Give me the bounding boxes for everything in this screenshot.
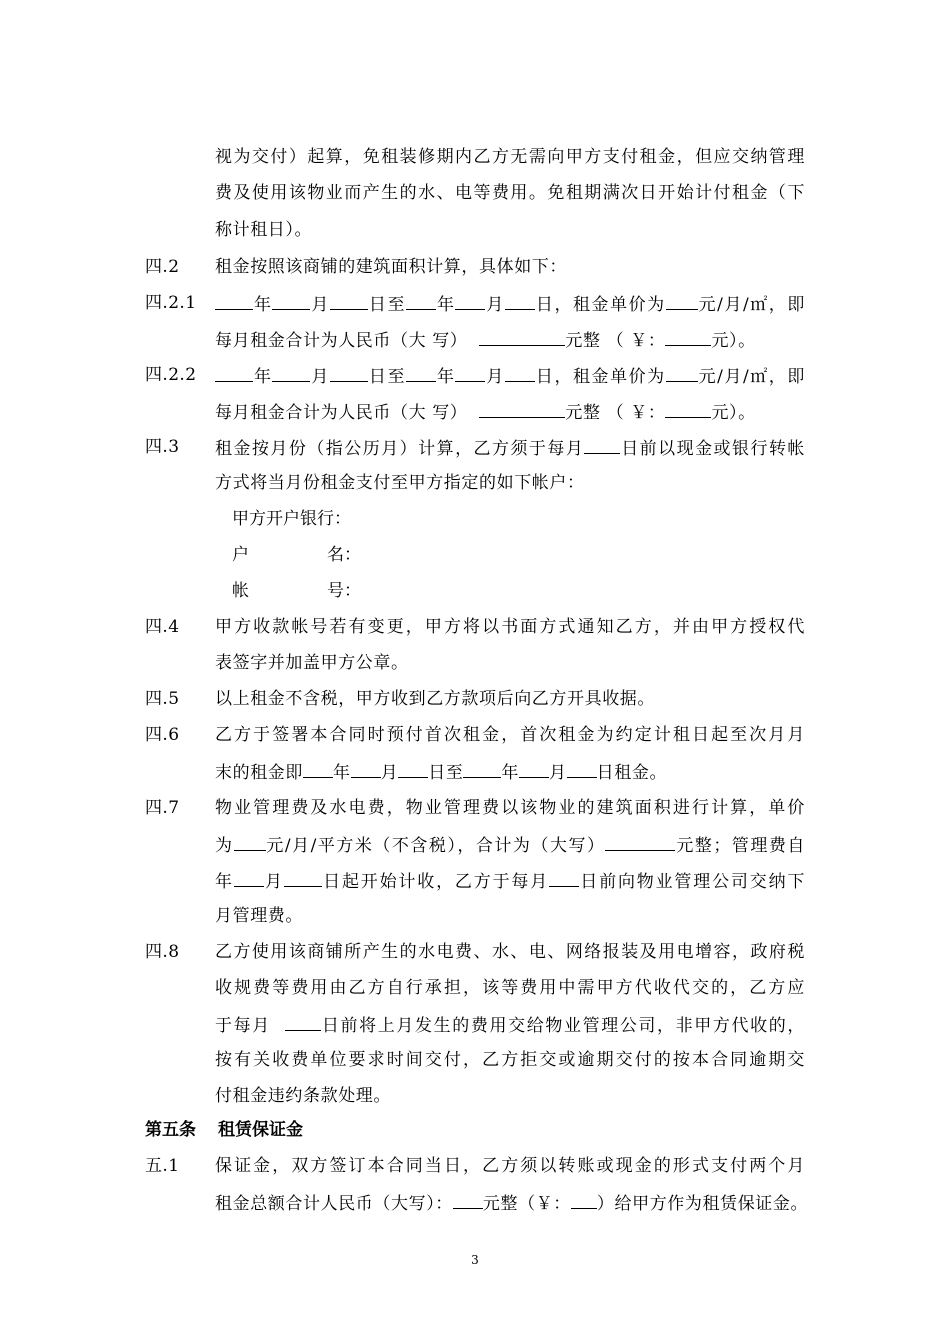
clause-number: 四.6 bbox=[145, 725, 180, 745]
blank-field[interactable] bbox=[571, 1191, 597, 1209]
blank-field[interactable] bbox=[406, 292, 436, 310]
blank-field[interactable] bbox=[215, 364, 253, 382]
clause-4-4-line-2: 表签字并加盖甲方公章。 bbox=[215, 653, 409, 673]
blank-field[interactable] bbox=[479, 328, 565, 346]
clause-4-8-line-5: 付租金违约条款处理。 bbox=[215, 1086, 391, 1106]
intro-line-1: 视为交付）起算，免租装修期内乙方无需向甲方支付租金，但应交纳管理 bbox=[215, 147, 805, 167]
intro-line-3: 称计租日）。 bbox=[215, 220, 313, 240]
clause-4-4-line-1: 甲方收款帐号若有变更，甲方将以书面方式通知乙方，并由甲方授权代 bbox=[215, 617, 805, 637]
blank-field[interactable] bbox=[567, 760, 597, 778]
blank-field[interactable] bbox=[272, 292, 310, 310]
account-name-label: 户 名： bbox=[232, 545, 361, 565]
clause-4-3-line-2: 方式将当月份租金支付至甲方指定的如下帐户： bbox=[215, 473, 585, 493]
blank-field[interactable] bbox=[351, 760, 381, 778]
blank-field[interactable] bbox=[549, 869, 579, 887]
clause-number: 四.2.1 bbox=[145, 293, 197, 313]
clause-4-8-line-3: 于每月 日前将上月发生的费用交给物业管理公司，非甲方代收的， bbox=[215, 1013, 805, 1037]
blank-field[interactable] bbox=[584, 436, 620, 454]
blank-field[interactable] bbox=[455, 364, 485, 382]
clause-4-8-line-2: 收规费等费用由乙方自行承担，该等费用中需甲方代收代交的，乙方应 bbox=[215, 978, 805, 998]
clause-4-3-line-1: 租金按月份（指公历月）计算，乙方须于每月 日前以现金或银行转帐 bbox=[215, 436, 805, 460]
blank-field[interactable] bbox=[453, 1191, 483, 1209]
blank-field[interactable] bbox=[605, 833, 675, 851]
bank-label: 甲方开户银行： bbox=[232, 509, 351, 529]
article-5-heading: 第五条 租赁保证金 bbox=[145, 1120, 303, 1140]
clause-4-5-line-1: 以上租金不含税，甲方收到乙方款项后向乙方开具收据。 bbox=[215, 689, 655, 709]
clause-5-1-line-1: 保证金，双方签订本合同当日，乙方须以转账或现金的形式支付两个月 bbox=[215, 1156, 805, 1176]
blank-field[interactable] bbox=[330, 292, 368, 310]
clause-number: 四.3 bbox=[145, 437, 180, 457]
blank-field[interactable] bbox=[665, 400, 711, 418]
clause-number: 五.1 bbox=[145, 1156, 180, 1176]
blank-field[interactable] bbox=[665, 328, 711, 346]
blank-field[interactable] bbox=[455, 292, 485, 310]
clause-number: 四.4 bbox=[145, 617, 180, 637]
blank-field[interactable] bbox=[406, 364, 436, 382]
intro-line-2: 费及使用该物业而产生的水、电等费用。免租期满次日开始计付租金（下 bbox=[215, 183, 805, 203]
clause-4-2-2-line-1: 年 月 日至 年 月 日，租金单价为 元/月/㎡，即 bbox=[215, 364, 805, 388]
clause-number: 四.5 bbox=[145, 689, 180, 709]
blank-field[interactable] bbox=[505, 364, 535, 382]
clause-4-8-line-4: 按有关收费单位要求时间交付，乙方拒交或逾期交付的按本合同逾期交 bbox=[215, 1050, 805, 1070]
blank-field[interactable] bbox=[666, 292, 698, 310]
blank-field[interactable] bbox=[666, 364, 698, 382]
clause-4-2-2-line-2: 每月租金合计为人民币（大 写） 元整 （ ￥： 元）。 bbox=[215, 400, 805, 424]
blank-field[interactable] bbox=[234, 833, 266, 851]
blank-field[interactable] bbox=[463, 760, 501, 778]
clause-number: 四.7 bbox=[145, 798, 180, 818]
blank-field[interactable] bbox=[303, 760, 333, 778]
blank-field[interactable] bbox=[272, 364, 310, 382]
clause-number: 四.2.2 bbox=[145, 365, 197, 385]
blank-field[interactable] bbox=[479, 400, 565, 418]
clause-4-7-line-4: 月管理费。 bbox=[215, 906, 303, 926]
blank-field[interactable] bbox=[234, 869, 264, 887]
clause-number: 四.2 bbox=[145, 257, 180, 277]
clause-4-2-1-line-2: 每月租金合计为人民币（大 写） 元整 （ ￥： 元）。 bbox=[215, 328, 805, 352]
clause-4-7-line-3: 年 月 日起开始计收，乙方于每月 日前向物业管理公司交纳下 bbox=[215, 869, 805, 893]
clause-4-7-line-2: 为 元/月/平方米（不含税），合计为（大写） 元整；管理费自 bbox=[215, 833, 805, 857]
clause-4-2-text: 租金按照该商铺的建筑面积计算，具体如下： bbox=[215, 257, 567, 277]
clause-5-1-line-2: 租金总额合计人民币（大写）： 元整（￥： ）给甲方作为租赁保证金。 bbox=[215, 1191, 805, 1215]
blank-field[interactable] bbox=[284, 869, 322, 887]
clause-4-6-line-1: 乙方于签署本合同时预付首次租金，首次租金为约定计租日起至次月月 bbox=[215, 725, 805, 745]
clause-4-8-line-1: 乙方使用该商铺所产生的水电费、水、电、网络报装及用电增容，政府税 bbox=[215, 942, 805, 962]
blank-field[interactable] bbox=[285, 1013, 321, 1031]
clause-4-7-line-1: 物业管理费及水电费，物业管理费以该物业的建筑面积进行计算，单价 bbox=[215, 798, 805, 818]
page-number: 3 bbox=[471, 1253, 479, 1267]
clause-4-6-line-2: 末的租金即 年 月 日至 年 月 日租金。 bbox=[215, 760, 805, 784]
blank-field[interactable] bbox=[398, 760, 428, 778]
blank-field[interactable] bbox=[215, 292, 253, 310]
clause-4-2-1-line-1: 年 月 日至 年 月 日，租金单价为 元/月/㎡，即 bbox=[215, 292, 805, 316]
clause-number: 四.8 bbox=[145, 942, 180, 962]
account-number-label: 帐 号： bbox=[232, 581, 361, 601]
blank-field[interactable] bbox=[330, 364, 368, 382]
blank-field[interactable] bbox=[505, 292, 535, 310]
blank-field[interactable] bbox=[519, 760, 549, 778]
